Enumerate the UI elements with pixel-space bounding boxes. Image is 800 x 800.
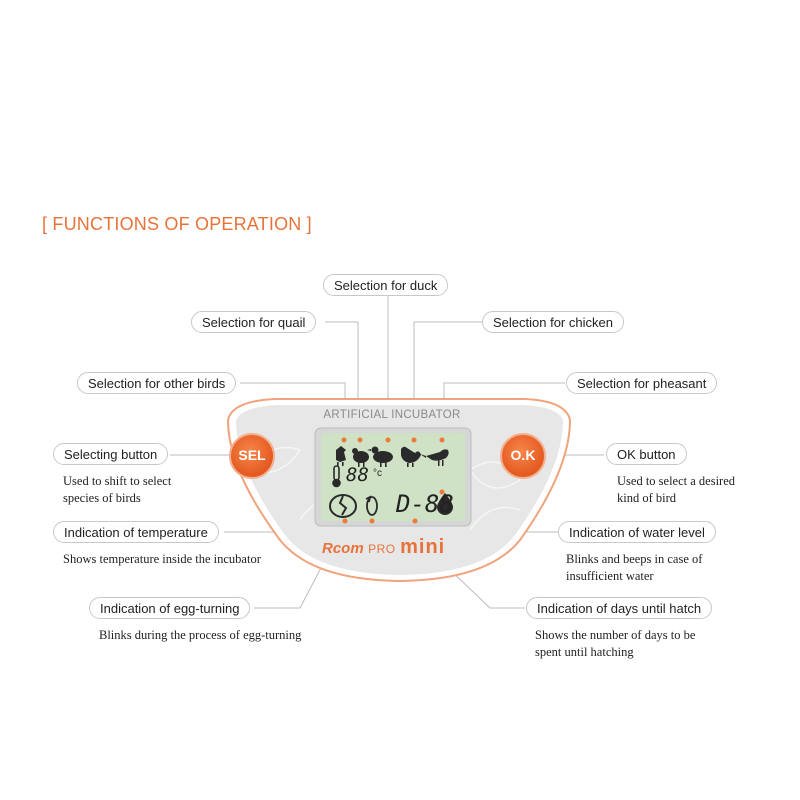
brand-pro: PRO bbox=[368, 542, 396, 556]
desc-line: Shows temperature inside the incubator bbox=[63, 552, 261, 566]
label-duck: Selection for duck bbox=[323, 274, 448, 296]
brand-model: mini bbox=[400, 536, 446, 558]
desc-line: Used to select a desired bbox=[617, 474, 736, 488]
panel-label: ARTIFICIAL INCUBATOR bbox=[323, 409, 461, 421]
label-egg-turning: Indication of egg-turning bbox=[89, 597, 250, 619]
desc-ok-button bbox=[617, 473, 735, 507]
desc-line: spent until hatching bbox=[535, 645, 634, 659]
desc-line: Blinks during the process of egg-turning bbox=[99, 628, 302, 642]
label-water-level: Indication of water level bbox=[558, 521, 716, 543]
label-ok-button: OK button bbox=[606, 443, 687, 465]
label-chicken: Selection for chicken bbox=[482, 311, 624, 333]
label-days-until-hatch: Indication of days until hatch bbox=[526, 597, 712, 619]
desc-line: species of birds bbox=[63, 491, 141, 505]
desc-egg-turning bbox=[99, 627, 301, 644]
desc-selecting-button bbox=[63, 473, 171, 507]
page-title: [ FUNCTIONS OF OPERATION ] bbox=[42, 214, 312, 234]
desc-line: Used to shift to select bbox=[63, 474, 172, 488]
desc-temperature bbox=[63, 551, 261, 568]
brand-main: Rcom bbox=[322, 540, 364, 557]
label-other-birds: Selection for other birds bbox=[77, 372, 236, 394]
desc-line: Shows the number of days to be bbox=[535, 628, 696, 642]
desc-line: insufficient water bbox=[566, 569, 654, 583]
brand-logo bbox=[322, 536, 445, 559]
temperature-readout: 88 bbox=[346, 464, 369, 486]
label-quail: Selection for quail bbox=[191, 311, 316, 333]
label-temperature: Indication of temperature bbox=[53, 521, 219, 543]
desc-days-until-hatch bbox=[535, 627, 695, 661]
ok-button[interactable]: O.K bbox=[510, 447, 536, 463]
desc-line: Blinks and beeps in case of bbox=[566, 552, 703, 566]
sel-button[interactable]: SEL bbox=[238, 447, 266, 463]
label-selecting-button: Selecting button bbox=[53, 443, 168, 465]
desc-water-level bbox=[566, 551, 702, 585]
label-pheasant: Selection for pheasant bbox=[566, 372, 717, 394]
temperature-unit: °c bbox=[373, 468, 382, 479]
desc-line: kind of bird bbox=[617, 491, 677, 505]
days-readout: D-88 bbox=[396, 490, 454, 518]
